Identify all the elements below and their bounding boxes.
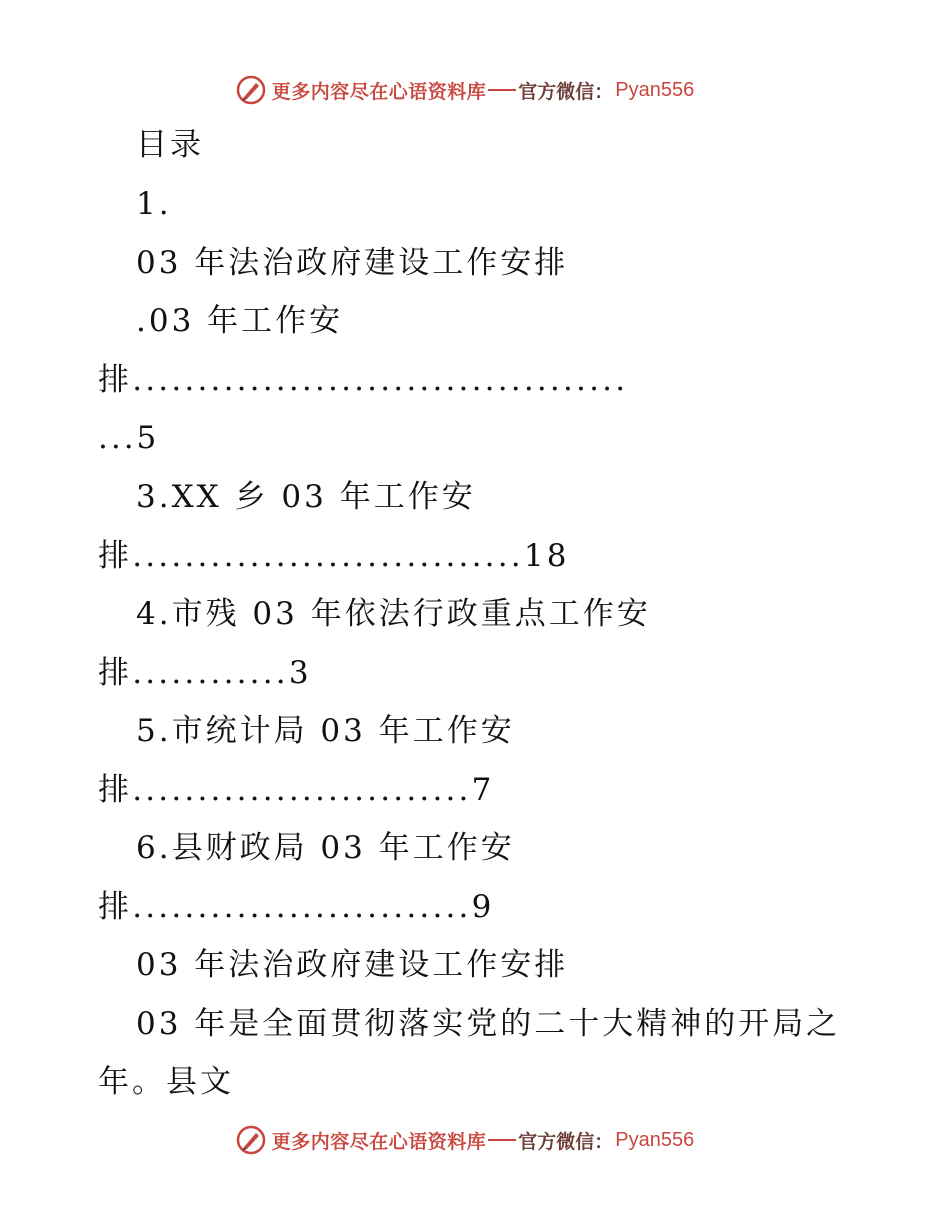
toc-line: 3.XX 乡 03 年工作安 [136,479,476,515]
toc-line: 排...................................... [98,362,629,398]
watermark-footer [0,1120,950,1160]
toc-line: 排..........................9 [98,889,495,925]
toc-line: 03 年法治政府建设工作安排 [136,245,569,281]
watermark-label: 官方微信： [518,80,614,103]
pen-logo-icon [236,1125,266,1155]
toc-line: 排............3 [98,655,312,691]
watermark-text: 更多内容尽在心语资料库 [271,80,487,103]
section-heading: 03 年法治政府建设工作安排 [136,947,569,983]
toc-line: 4.市残 03 年依法行政重点工作安 [136,596,651,632]
toc-title: 目录 [136,127,204,163]
pen-logo-icon [236,75,266,105]
watermark-text: 更多内容尽在心语资料库 [271,1130,487,1153]
watermark-separator [488,89,516,91]
watermark-header [0,70,950,110]
toc-line: .03 年工作安 [136,303,344,339]
body-paragraph-line: 03 年是全面贯彻落实党的二十大精神的开局之 [136,1006,841,1042]
toc-line: 5.市统计局 03 年工作安 [136,713,515,749]
toc-line: 排..........................7 [98,772,495,808]
toc-line: 排..............................18 [98,538,570,574]
watermark-wechat-id: Pyan556 [615,1128,695,1151]
toc-page-number: ...5 [98,420,160,456]
watermark-label: 官方微信： [518,1130,614,1153]
watermark-separator [488,1139,516,1141]
body-paragraph-line: 年。县文 [98,1064,234,1100]
toc-line: 1. [136,186,172,222]
toc-line: 6.县财政局 03 年工作安 [136,830,515,866]
watermark-wechat-id: Pyan556 [615,78,695,101]
